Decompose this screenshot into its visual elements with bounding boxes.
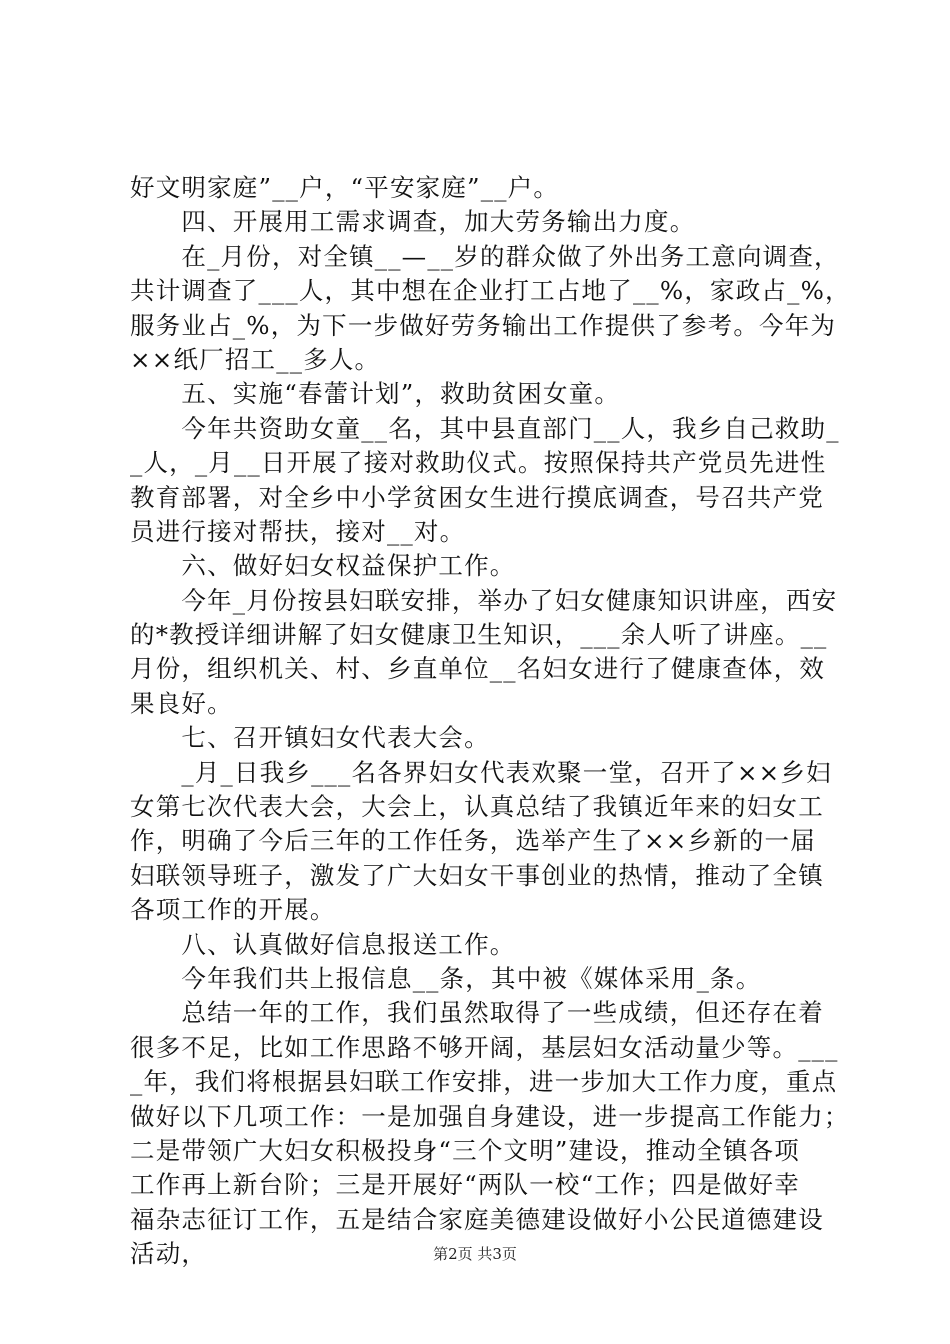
text-line: 服务业占_%，为下一步做好劳务输出工作提供了参考。今年为 xyxy=(130,310,837,340)
text-line: 做好以下几项工作：一是加强自身建设，进一步提高工作能力； xyxy=(130,1101,850,1131)
text-line: 活动， xyxy=(130,1239,208,1269)
text-line: 共计调查了___人，其中想在企业打工占地了__%，家政占_%， xyxy=(130,276,851,306)
page-number-footer: 第2页 共3页 xyxy=(433,1245,517,1263)
text-line: 总结一年的工作，我们虽然取得了一些成绩，但还存在着 xyxy=(130,998,824,1028)
text-line: 今年我们共上报信息__条，其中被《媒体采用_条。 xyxy=(130,963,762,993)
text-line: 工作再上新台阶；三是开展好“两队一校“工作；四是做好幸 xyxy=(130,1170,800,1200)
section-heading: 六、做好妇女权益保护工作。 xyxy=(130,551,516,581)
text-line: 的*教授详细讲解了妇女健康卫生知识，___余人听了讲座。__ xyxy=(130,620,828,650)
text-line: 作，明确了今后三年的工作任务，选举产生了××乡新的一届 xyxy=(130,826,816,856)
text-line: 福杂志征订工作，五是结合家庭美德建设做好小公民道德建设 xyxy=(130,1204,824,1234)
text-line: 月份，组织机关、村、乡直单位__名妇女进行了健康查体，效 xyxy=(130,654,826,684)
text-line: ××纸厂招工__多人。 xyxy=(130,344,381,374)
text-line: 员进行接对帮扶，接对__对。 xyxy=(130,516,466,546)
text-line: 妇联领导班子，激发了广大妇女干事创业的热情，推动了全镇 xyxy=(130,860,824,890)
text-line: 今年_月份按县妇联安排，举办了妇女健康知识讲座，西安 xyxy=(130,585,838,615)
section-heading: 七、召开镇妇女代表大会。 xyxy=(130,723,490,753)
section-heading: 五、实施“春蕾计划”，救助贫困女童。 xyxy=(130,379,621,409)
text-line: 女第七次代表大会，大会上，认真总结了我镇近年来的妇女工 xyxy=(130,792,824,822)
body-text xyxy=(130,171,851,1272)
text-line: 好文明家庭”__户，“平安家庭”__户。 xyxy=(130,173,560,202)
text-line: 二是带领广大妇女积极投身“三个文明”建设，推动全镇各项 xyxy=(130,1135,800,1165)
text-line: _年，我们将根据县妇联工作安排，进一步加大工作力度，重点 xyxy=(130,1067,838,1097)
text-line: 果良好。 xyxy=(130,688,233,718)
text-line: 教育部署，对全乡中小学贫困女生进行摸底调查，号召共产党 xyxy=(130,482,824,512)
text-line: _月_日我乡___名各界妇女代表欢聚一堂，召开了××乡妇 xyxy=(130,757,832,787)
section-heading: 八、认真做好信息报送工作。 xyxy=(130,929,516,959)
text-line: 很多不足，比如工作思路不够开阔，基层妇女活动量少等。___ xyxy=(130,1032,839,1062)
text-line: _人，_月__日开展了接对救助仪式。按照保持共产党员先进性 xyxy=(130,448,827,478)
section-heading: 四、开展用工需求调查，加大劳务输出力度。 xyxy=(130,207,696,237)
text-line: 今年共资助女童__名，其中县直部门__人，我乡自己救助_ xyxy=(130,413,840,443)
text-line: 在_月份，对全镇__—__岁的群众做了外出务工意向调查， xyxy=(130,241,840,271)
text-line: 各项工作的开展。 xyxy=(130,895,336,925)
